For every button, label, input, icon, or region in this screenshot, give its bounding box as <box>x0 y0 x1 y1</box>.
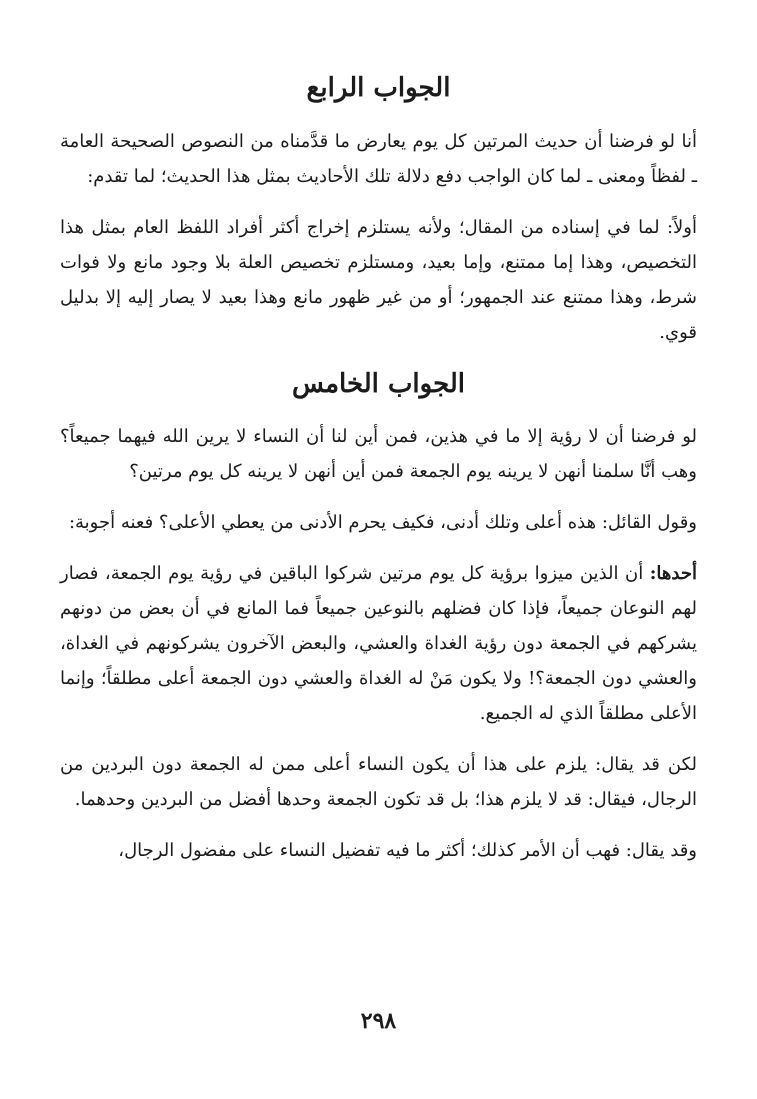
paragraph-2: أولاً: لما في إسناده من المقال؛ ولأنه يستلزم إخراج أكثر أفراد اللفظ العام بمثل هذا التخصيص، وهذا إما ممتنع، وإما بعيد، ومستلزم تخصيص العلة بلا وجود مانع ولا فوات شرط، وهذا ممتنع عند الجمهور؛ أو من غير ظهور مانع وهذا بعيد لا يصار إليه إلا بدليل قوي. <box>60 217 697 344</box>
heading-fourth-answer: الجواب الرابع <box>306 73 451 103</box>
paragraph-5 <box>60 556 697 731</box>
paragraph-6: لكن قد يقال: يلزم على هذا أن يكون النساء أعلى ممن له الجمعة دون البردين من الرجال، فيقال: قد لا يلزم هذا؛ بل قد تكون الجمعة وحدها أفضل من البردين وحدهما. <box>60 753 697 810</box>
paragraph-5-body: أن الذين ميزوا برؤية كل يوم مرتين شركوا الباقين في رؤية يوم الجمعة، فصار لهم النوعان جميعاً، فإذا كان فضلهم بالنوعين جميعاً فما المانع في أن بعض من دونهم يشركهم في الجمعة دون رؤية الغداة والعشي، والبعض الآخرون يشركونهم في الغداة، والعشي دون الجمعة؟! ولا يكون مَنْ له الغداة والعشي دون الجمعة أعلى مطلقاً؛ وإنما الأعلى مطلقاً الذي له الجميع. <box>60 562 697 724</box>
book-page <box>60 70 697 884</box>
paragraph-3: لو فرضنا أن لا رؤية إلا ما في هذين، فمن أين لنا أن النساء لا يرين الله فيهما جميعاً؟ وهب أنَّا سلمنا أنهن لا يرينه يوم الجمعة فمن أين أنهن لا يرينه كل يوم مرتين؟ <box>60 425 697 482</box>
paragraph-1: أنا لو فرضنا أن حديث المرتين كل يوم يعارض ما قدَّمناه من النصوص الصحيحة العامة ـ لفظاً ومعنى ـ لما كان الواجب دفع دلالة تلك الأحاديث بمثل هذا الحديث؛ لما تقدم: <box>60 131 697 188</box>
paragraph-4: وقول القائل: هذه أعلى وتلك أدنى، فكيف يحرم الأدنى من يعطي الأعلى؟ فعنه أجوبة: <box>68 511 697 533</box>
page-number: ٢٩٨ <box>360 1008 397 1034</box>
paragraph-7: وقد يقال: فهب أن الأمر كذلك؛ أكثر ما فيه تفضيل النساء على مفضول الرجال، <box>118 839 697 861</box>
heading-fifth-answer: الجواب الخامس <box>291 369 466 400</box>
paragraph-5-lead: أحدها: <box>649 562 697 584</box>
